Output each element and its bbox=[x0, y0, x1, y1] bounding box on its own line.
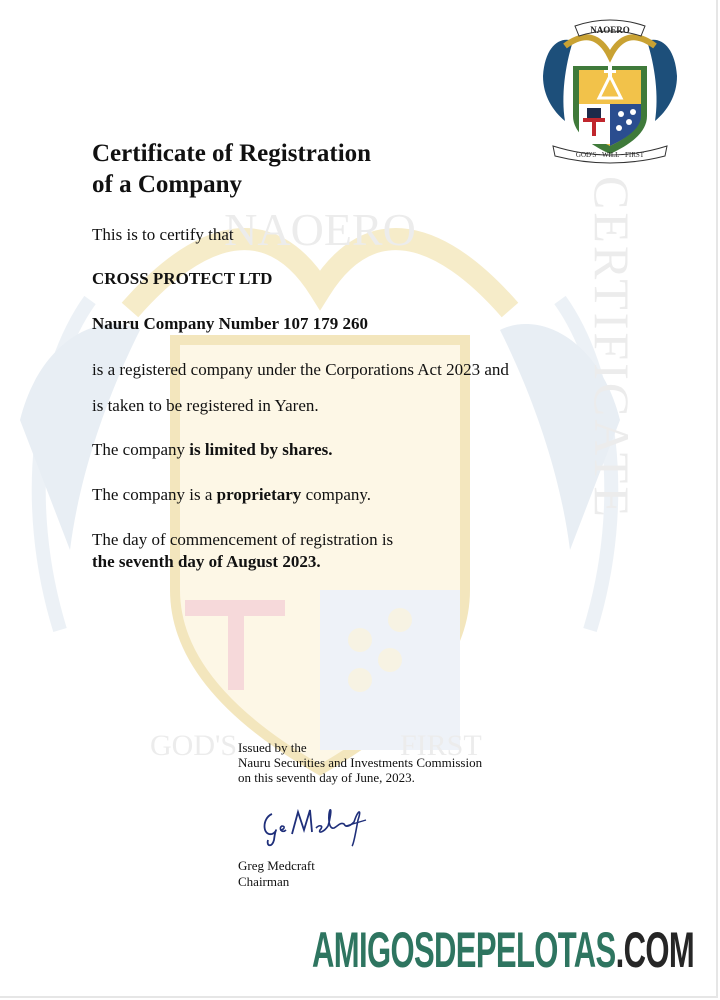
issued-line-3: on this seventh day of June, 2023. bbox=[238, 770, 415, 785]
type-prefix: The company is a bbox=[92, 485, 217, 504]
company-number: Nauru Company Number 107 179 260 bbox=[92, 314, 368, 333]
signer-title: Chairman bbox=[238, 874, 290, 889]
site-brand-logo bbox=[312, 922, 694, 978]
certificate-header bbox=[92, 138, 612, 200]
svg-text:NAOERO: NAOERO bbox=[224, 204, 416, 255]
limited-prefix: The company bbox=[92, 440, 190, 459]
registered-statement-line-2: is taken to be registered in Yaren. bbox=[92, 396, 319, 415]
brand-tld: .COM bbox=[615, 922, 695, 978]
certify-intro: This is to certify that bbox=[92, 225, 234, 244]
signer-block bbox=[238, 858, 315, 890]
certificate-title-line-1: Certificate of Registration bbox=[92, 140, 372, 167]
watermark-crest-icon bbox=[0, 170, 640, 790]
limited-by-shares-statement bbox=[92, 439, 333, 461]
type-bold: proprietary bbox=[216, 485, 302, 504]
signature-icon bbox=[258, 800, 378, 850]
company-name: CROSS PROTECT LTD bbox=[92, 269, 273, 288]
watermark-vertical-text: CERTIFICATE bbox=[584, 176, 640, 520]
company-type-statement bbox=[92, 484, 371, 506]
signer-name: Greg Medcraft bbox=[238, 858, 315, 873]
registered-statement-line-1: is a registered company under the Corporations Act 2023 and bbox=[92, 360, 509, 379]
svg-text:NAOERO: NAOERO bbox=[590, 25, 630, 35]
certificate-title-line-2: of a Company bbox=[92, 171, 243, 198]
svg-text:GOD'S: GOD'S bbox=[150, 729, 238, 762]
svg-text:GOD'S · WILL · FIRST: GOD'S · WILL · FIRST bbox=[575, 151, 645, 159]
issuer-block bbox=[238, 740, 482, 785]
brand-name: AMIGOSDEPELOTAS bbox=[312, 922, 616, 978]
commencement-line: The day of commencement of registration is bbox=[92, 530, 394, 549]
svg-text:FIRST: FIRST bbox=[400, 729, 482, 762]
limited-bold: is limited by shares. bbox=[189, 440, 333, 459]
issued-line-2: Nauru Securities and Investments Commission bbox=[238, 755, 483, 770]
type-suffix: company. bbox=[301, 485, 372, 504]
issued-line-1: Issued by the bbox=[238, 740, 307, 755]
commencement-date: the seventh day of August 2023. bbox=[92, 552, 321, 571]
